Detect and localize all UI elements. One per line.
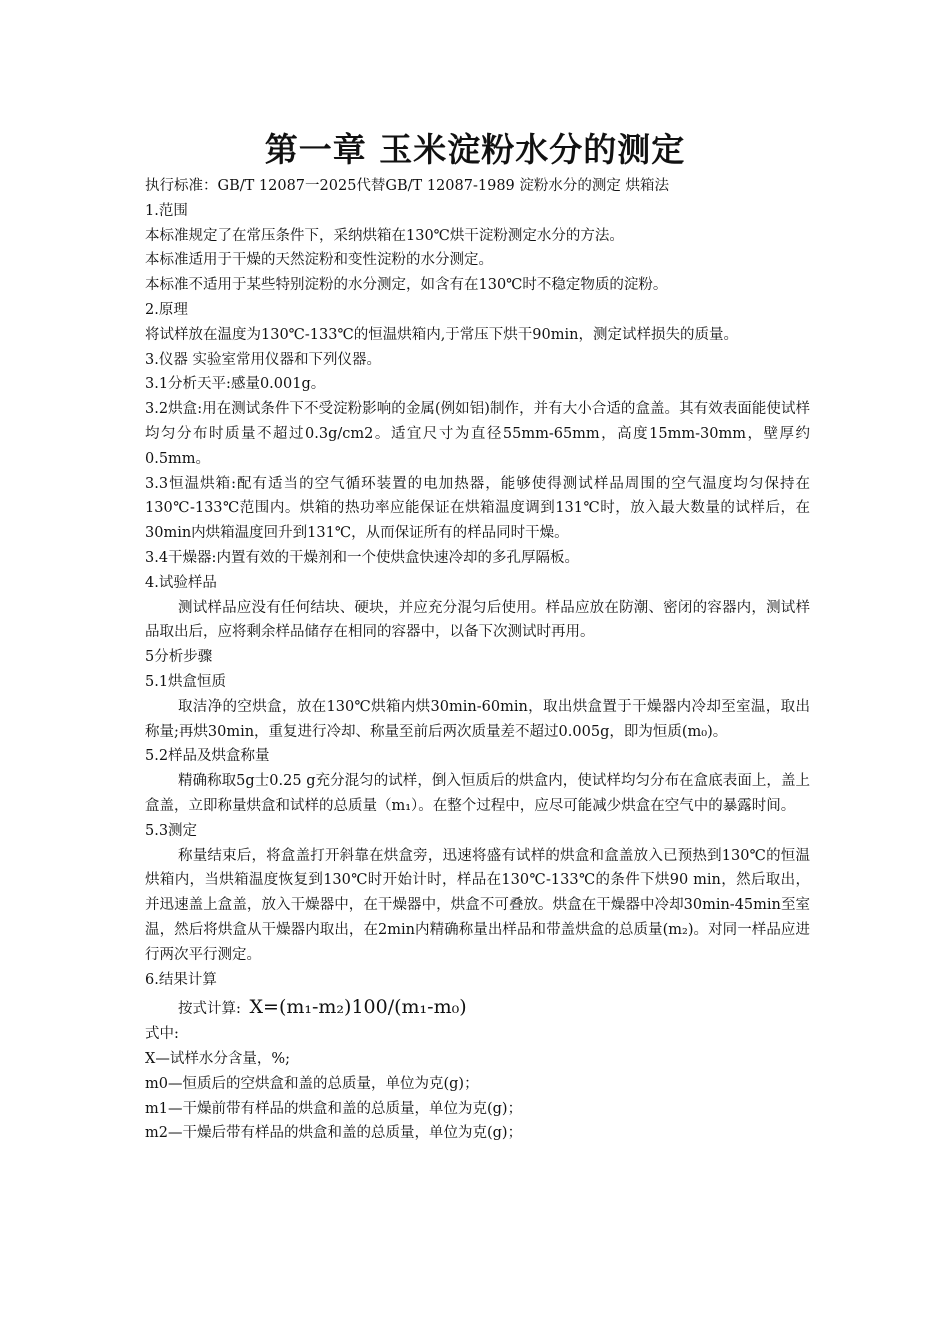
- sample-paragraph: 测试样品应没有任何结块、硬块，并应充分混匀后使用。样品应放在防潮、密闭的容器内，测试样品取出后，应将剩余样品储存在相同的容器中，以备下次测试时再用。: [145, 599, 810, 641]
- instrument-item: 3.2烘盒:用在测试条件下不受淀粉影响的金属(例如铝)制作，并有大小合适的盒盖。其有效表面能使试样均匀分布时质量不超过0.3g/cm2。适宜尺寸为直径55mm-65mm，高度15mm-30mm，壁厚约0.5mm。: [145, 401, 810, 467]
- variable-definition: X—试样水分含量，%;: [145, 1051, 290, 1068]
- section-heading: 2.原理: [145, 301, 188, 318]
- variable-definition: m1—干燥前带有样品的烘盒和盖的总质量，单位为克(g)；: [145, 1100, 523, 1117]
- subsection-heading: 5.3测定: [145, 822, 198, 839]
- formula-label: 按式计算:: [178, 1001, 241, 1018]
- where-label: 式中:: [145, 1026, 179, 1043]
- section-heading: 5分析步骤: [145, 649, 213, 666]
- scope-paragraph: 本标准适用于干燥的天然淀粉和变性淀粉的水分测定。: [145, 252, 493, 269]
- section-heading: 3.仪器 实验室常用仪器和下列仪器。: [145, 351, 381, 368]
- section-heading: 6.结果计算: [145, 971, 217, 988]
- section-heading: 1.范围: [145, 202, 188, 219]
- document-body: [145, 174, 810, 1146]
- procedure-paragraph: 精确称取5g士0.25 g充分混匀的试样，倒入恒质后的烘盒内，使试样均匀分布在盒底表面上，盖上盒盖，立即称量烘盒和试样的总质量（m₁）。在整个过程中，应尽可能减少烘盒在空气中的暴露时间。: [145, 773, 810, 814]
- instrument-item: 3.1分析天平:感量0.001g。: [145, 376, 326, 393]
- standard-reference: 执行标准：GB/T 12087一2025代替GB/T 12087-1989 淀粉水分的测定 烘箱法: [145, 178, 669, 194]
- instrument-item: 3.3恒温烘箱:配有适当的空气循环装置的电加热器，能够使得测试样品周围的空气温度均匀保持在130℃-133℃范围内。烘箱的热功率应能保证在烘箱温度调到131℃时，放入最大数量的试样后，在30min内烘箱温度回升到131℃，从而保证所有的样品同时干燥。: [145, 475, 810, 542]
- procedure-paragraph: 取洁净的空烘盒，放在130℃烘箱内烘30min-60min，取出烘盒置于干燥器内冷却至室温，取出称量;再烘30min，重复进行冷却、称量至前后两次质量差不超过0.005g，即为恒质(m₀)。: [145, 698, 810, 740]
- principle-paragraph: 将试样放在温度为130℃-133℃的恒温烘箱内,于常压下烘干90min，测定试样损失的质量。: [145, 326, 738, 343]
- variable-definition: m2—干燥后带有样品的烘盒和盖的总质量，单位为克(g)；: [145, 1125, 523, 1142]
- moisture-formula: X=(m₁-m₂)100/(m₁-m₀): [249, 996, 467, 1019]
- variable-definition: m0—恒质后的空烘盒和盖的总质量，单位为克(g)；: [145, 1075, 479, 1092]
- formula-line: [145, 992, 810, 1022]
- subsection-heading: 5.2样品及烘盒称量: [145, 748, 270, 765]
- scope-paragraph: 本标准规定了在常压条件下，采纳烘箱在130℃烘干淀粉测定水分的方法。: [145, 227, 624, 244]
- section-heading: 4.试验样品: [145, 574, 217, 591]
- instrument-item: 3.4干燥器:内置有效的干燥剂和一个使烘盒快速冷却的多孔厚隔板。: [145, 549, 579, 566]
- subsection-heading: 5.1烘盒恒质: [145, 673, 227, 690]
- procedure-paragraph: 称量结束后，将盒盖打开斜靠在烘盒旁，迅速将盛有试样的烘盒和盒盖放入已预热到130℃的恒温烘箱内，当烘箱温度恢复到130℃时开始计时，样品在130℃-133℃的条件下烘90 min，然后取出，并迅速盖上盒盖，放入干燥器中，在干燥器中，烘盒不可叠放。烘盒在干燥器中冷却30min-45min至室温，然后将烘盒从干燥器内取出，在2min内精确称量出样品和带盖烘盒的总质量(m₂)。对同一样品应进行两次平行测定。: [145, 847, 810, 963]
- chapter-title: 第一章 玉米淀粉水分的测定: [264, 130, 686, 169]
- scope-paragraph: 本标准不适用于某些特别淀粉的水分测定，如含有在130℃时不稳定物质的淀粉。: [145, 277, 668, 294]
